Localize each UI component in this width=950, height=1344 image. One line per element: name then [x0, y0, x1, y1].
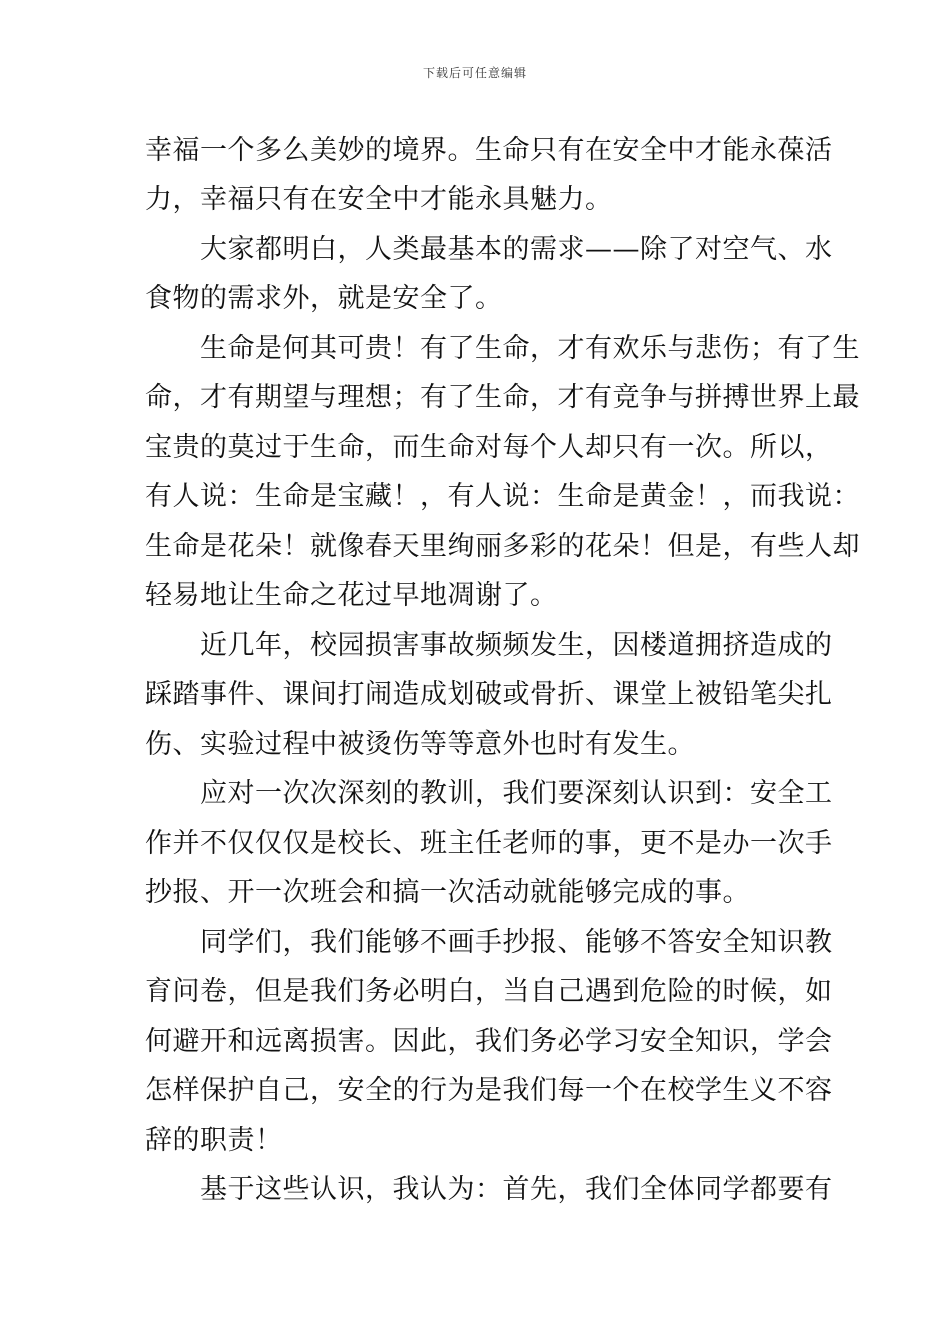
text-line: 同学们，我们能够不画手抄报、能够不答安全知识教: [145, 927, 833, 958]
text-line: 有人说：生命是宝藏！，有人说：生命是黄金！，而我说：: [145, 481, 860, 512]
text-line: 应对一次次深刻的教训，我们要深刻认识到：安全工: [145, 778, 833, 809]
text-line: 食物的需求外，就是安全了。: [145, 283, 503, 314]
page-header: 下载后可任意编辑: [422, 66, 527, 80]
text-line: 大家都明白，人类最基本的需求——除了对空气、水: [145, 234, 833, 265]
text-line: 生命是花朵！就像春天里绚丽多彩的花朵！但是，有些人却: [145, 531, 860, 562]
text-line: 伤、实验过程中被烫伤等等意外也时有发生。: [145, 729, 695, 760]
text-line: 辞的职责！: [145, 1125, 283, 1156]
text-line: 踩踏事件、课间打闹造成划破或骨折、课堂上被铅笔尖扎: [145, 679, 833, 710]
text-line: 抄报、开一次班会和搞一次活动就能够完成的事。: [145, 877, 750, 908]
text-line: 育问卷，但是我们务必明白，当自己遇到危险的时候，如: [145, 976, 833, 1007]
text-line: 力，幸福只有在安全中才能永具魅力。: [145, 184, 613, 215]
text-line: 宝贵的莫过于生命，而生命对每个人却只有一次。所以，: [145, 432, 833, 463]
text-line: 轻易地让生命之花过早地凋谢了。: [145, 580, 558, 611]
text-line: 命，才有期望与理想；有了生命，才有竞争与拼搏世界上最: [145, 382, 860, 413]
text-line: 基于这些认识，我认为：首先，我们全体同学都要有: [145, 1174, 833, 1205]
text-line: 近几年，校园损害事故频频发生，因楼道拥挤造成的: [145, 630, 833, 661]
text-line: 幸福一个多么美妙的境界。生命只有在安全中才能永葆活: [145, 135, 833, 166]
text-line: 生命是何其可贵！有了生命，才有欢乐与悲伤；有了生: [145, 333, 860, 364]
text-line: 怎样保护自己，安全的行为是我们每一个在校学生义不容: [145, 1075, 833, 1106]
text-line: 作并不仅仅仅是校长、班主任老师的事，更不是办一次手: [145, 828, 833, 859]
text-line: 何避开和远离损害。因此，我们务必学习安全知识，学会: [145, 1026, 833, 1057]
